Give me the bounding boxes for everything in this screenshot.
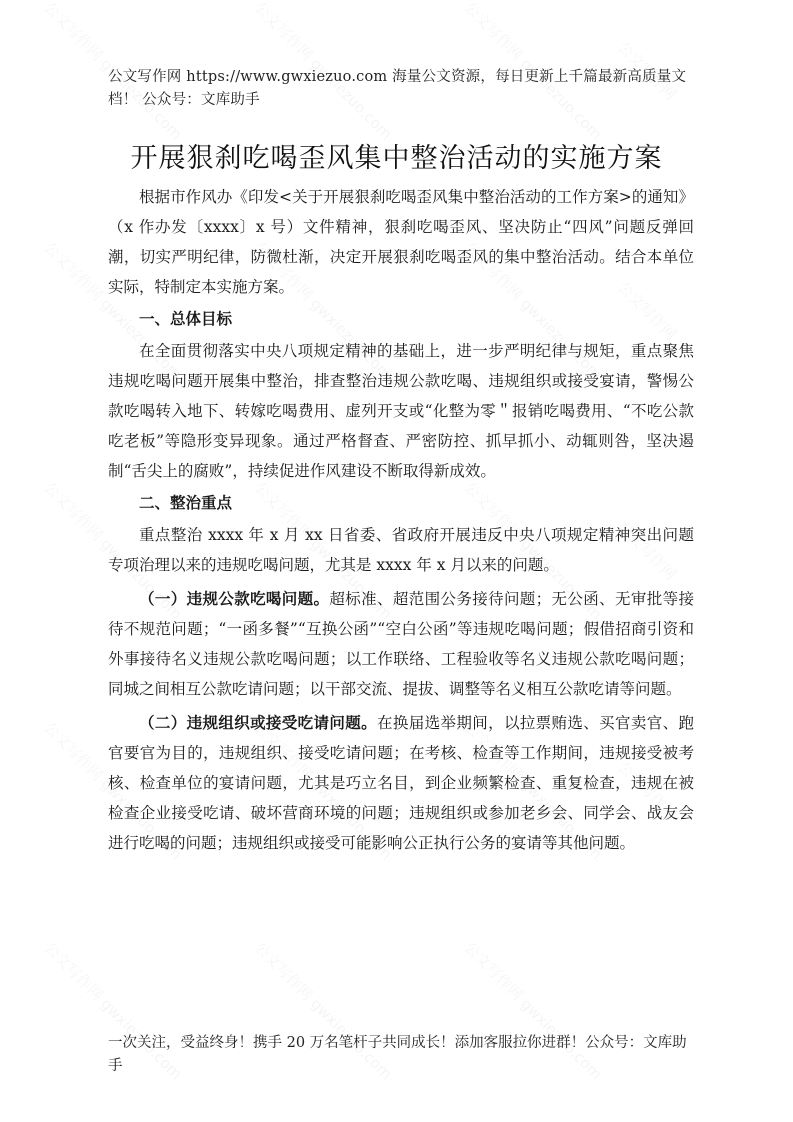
intro-paragraph: 根据市作风办《印发<关于开展狠刹吃喝歪风集中整治活动的工作方案>的通知》（x 作办发〔xxxx〕x 号）文件精神，狠刹吃喝歪风、坚决防止“四风”问题反弹回潮，切实严明纪律，防微杜渐，决定开展狠刹吃喝歪风的集中整治活动。结合本单位实际，特制定本实施方案。	[108, 188, 694, 296]
document-body	[108, 182, 694, 858]
item-label: （一）违规公款吃喝问题。	[139, 590, 330, 608]
item-text: 在换届选举期间，以拉票贿选、买官卖官、跑官要官为目的，违规组织、接受吃请问题；在考核、检查等工作期间，违规接受被考核、检查单位的宴请问题，尤其是巧立名目，到企业频繁检查、重复检查，违规在被检查企业接受吃请、破坏营商环境的问题；违规组织或参加老乡会、同学会、战友会进行吃喝的问题；违规组织或接受可能影响公正执行公务的宴请等其他问题。	[108, 714, 694, 852]
item-text: 超标准、超范围公务接待问题；无公函、无审批等接待不规范问题；“一函多餐”“互换公函”“空白公函”等违规吃喝问题；假借招商引资和外事接待名义违规公款吃喝问题；以工作联络、工程验收等名义违规公款吃喝问题；同城之间相互公款吃请问题；以干部交流、提拔、调整等名义相互公款吃请等问题。	[108, 590, 694, 698]
item-label: （二）违规组织或接受吃请问题。	[139, 714, 378, 732]
header-note: 公文写作网 https://www.gwxiezuo.com 海量公文资源，每日更新上千篇最新高质量文档！ 公众号：文库助手	[108, 69, 687, 108]
footer-note: 一次关注，受益终身！携手 20 万名笔杆子共同成长！添加客服拉你进群！公众号：文库助手	[108, 1035, 687, 1074]
section-heading: 一、总体目标	[139, 310, 233, 328]
section-paragraph: 在全面贯彻落实中央八项规定精神的基础上，进一步严明纪律与规矩，重点聚焦违规吃喝问题开展集中整治，排查整治违规公款吃喝、违规组织或接受宴请，警惕公款吃喝转入地下、转嫁吃喝费用、虚列开支或“化整为零＂报销吃喝费用、“不吃公款吃老板”等隐形变异现象。通过严格督查、严密防控、抓早抓小、动辄则咎，坚决遏制“舌尖上的腐败”，持续促进作风建设不断取得新成效。	[108, 342, 694, 480]
item-paragraph	[108, 584, 694, 704]
document-title: 开展狠刹吃喝歪风集中整治活动的实施方案	[130, 143, 663, 174]
section-heading: 二、整治重点	[139, 494, 233, 512]
section-paragraph: 重点整治 xxxx 年 x 月 xx 日省委、省政府开展违反中央八项规定精神突出问题专项治理以来的违规吃喝问题，尤其是 xxxx 年 x 月以来的问题。	[108, 526, 694, 574]
item-paragraph	[108, 708, 694, 858]
